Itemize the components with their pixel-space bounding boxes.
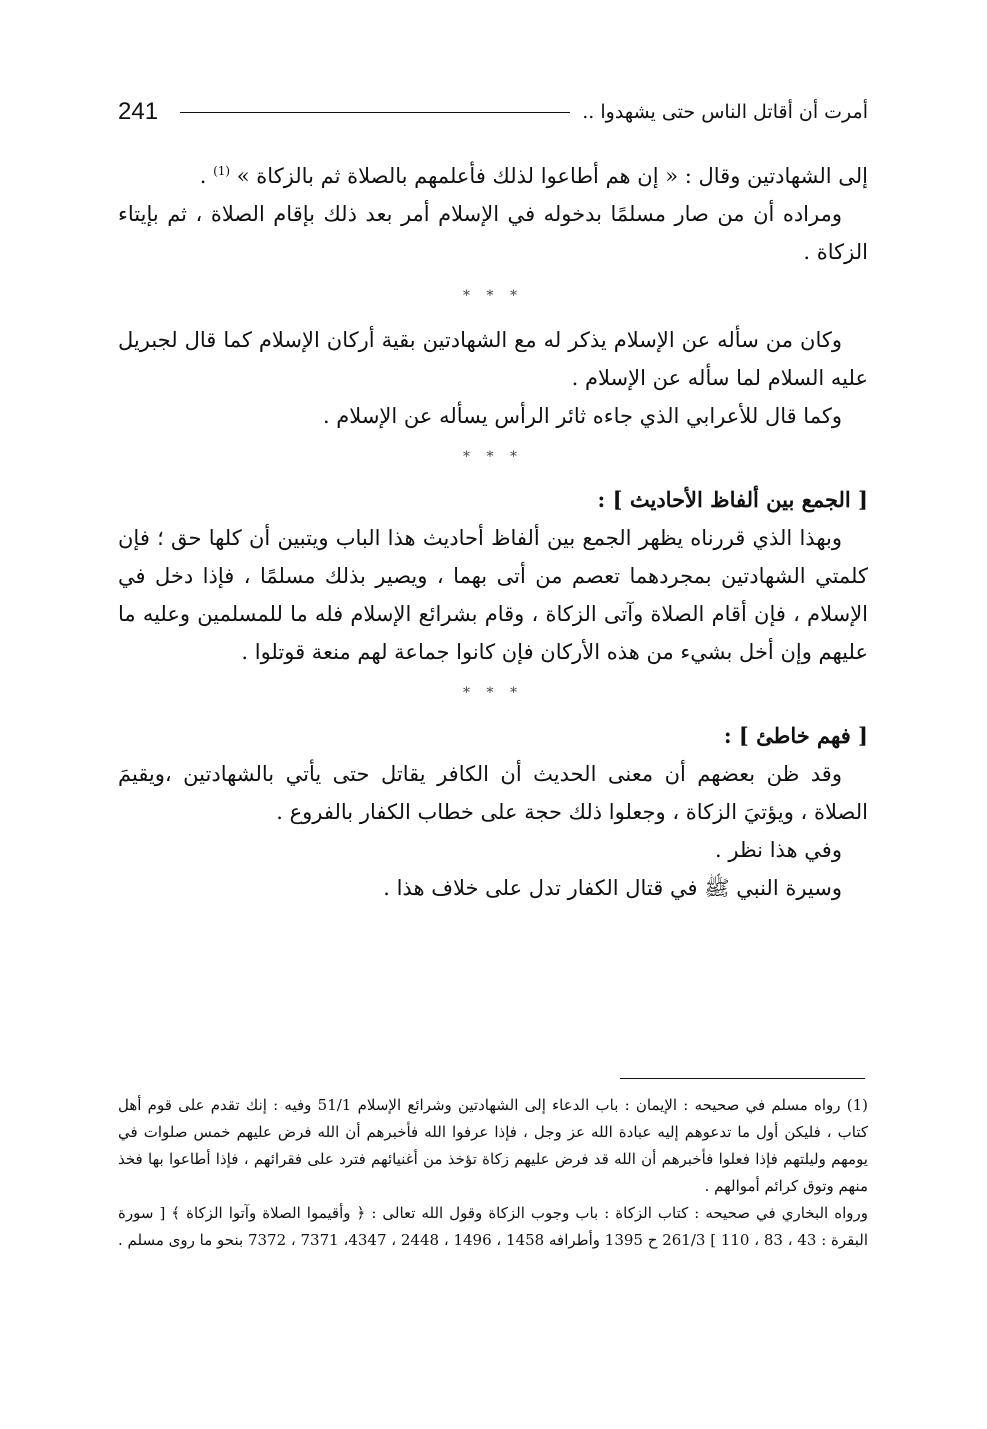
footnote-rule: [620, 1078, 865, 1079]
footnote: ورواه البخاري في صحيحه : كتاب الزكاة : باب وجوب الزكاة وقول الله تعالى : ﴿ وأقيموا الصلاة وآتوا الزكاة ﴾ [ سورة البقرة : 43 ، 83 ، 110 ] 261/3 ح 1395 وأطرافه 1458 ، 1496 ، 2448 ، 4347، 7371 ، 7372 بنحو ما روى مسلم .: [117, 1204, 868, 1249]
paragraph: وفي هذا نظر .: [715, 838, 842, 862]
header-rule: [180, 112, 570, 113]
section-separator: * * *: [463, 288, 523, 304]
footnote: (1) رواه مسلم في صحيحه : الإيمان : باب الدعاء إلى الشهادتين وشرائع الإسلام 51/1 وفيه : إنك تقدم على قوم أهل كتاب ، فليكن أول ما تدعوهم إليه عبادة الله عز وجل ، فإذا عرفوا الله فأخبرهم أن الله فرض عليهم خمس صلوات في يومهم وليلتهم فإذا فعلوا فأخبرهم أن الله قد فرض عليهم زكاة تؤخذ من أغنيائهم فترد على فقرائهم ، فإذا أطاعوا بها فخذ منهم وتوق كرائم أموالهم .: [118, 1096, 868, 1195]
paragraph: وقد ظن بعضهم أن معنى الحديث أن الكافر يقاتل حتى يأتي بالشهادتين ،ويقيمَ الصلاة ، ويؤتيَ الزكاة ، وجعلوا ذلك حجة على خطاب الكفار بالفروع .: [118, 762, 868, 824]
page-header: [118, 92, 868, 132]
paragraph: وكان من سأله عن الإسلام يذكر له مع الشهادتين بقية أركان الإسلام كما قال لجبريل عليه السلام لما سأله عن الإسلام .: [118, 328, 868, 390]
footnote-ref: (1): [213, 164, 231, 178]
section-separator: * * *: [463, 685, 523, 701]
paragraph: وسيرة النبي ﷺ في قتال الكفار تدل على خلاف هذا .: [383, 876, 842, 900]
paragraph-text: إلى الشهادتين وقال : « إن هم أطاعوا لذلك فأعلمهم بالصلاة ثم بالزكاة »: [236, 164, 868, 188]
section-heading: [ فهم خاطئ ] :: [723, 723, 868, 748]
page-number: 241: [118, 98, 159, 125]
paragraph: [118, 152, 868, 195]
paragraph: ومراده أن من صار مسلمًا بدخوله في الإسلام أمر بعد ذلك بإقام الصلاة ، ثم بإيتاء الزكاة .: [118, 202, 868, 264]
section-separator: * * *: [463, 449, 523, 465]
section-heading: [ الجمع بين ألفاظ الأحاديث ] :: [597, 487, 868, 512]
running-title: أمرت أن أقاتل الناس حتى يشهدوا ..: [582, 101, 868, 123]
paragraph: وكما قال للأعرابي الذي جاءه ثائر الرأس يسأله عن الإسلام .: [322, 404, 842, 428]
footnotes: [118, 1092, 868, 1254]
main-text: [118, 152, 868, 907]
paragraph: وبهذا الذي قررناه يظهر الجمع بين ألفاظ أحاديث هذا الباب ويتبين أن كلها حق ؛ فإن كلمتي الشهادتين بمجردهما تعصم من أتى بهما ، ويصير بذلك مسلمًا ، فإذا دخل في الإسلام ، فإن أقام الصلاة وآتى الزكاة ، وقام بشرائع الإسلام فله ما للمسلمين وعليه ما عليهم وإن أخل بشيء من هذه الأركان فإن كانوا جماعة لهم منعة قوتلوا .: [118, 526, 868, 664]
paragraph-end: .: [199, 164, 207, 188]
